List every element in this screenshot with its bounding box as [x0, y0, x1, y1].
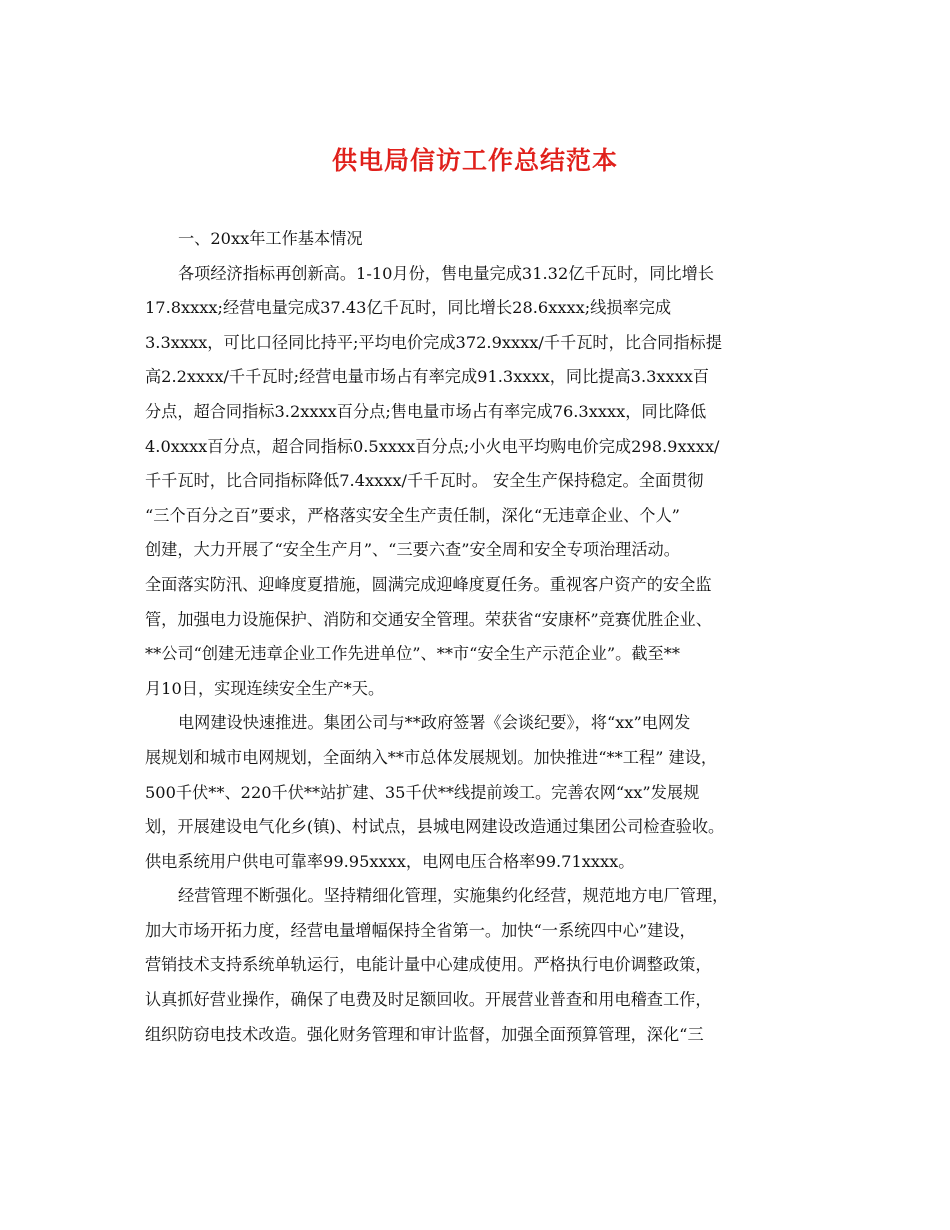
- text-line: 管，加强电力设施保护、消防和交通安全管理。荣获省“安康杯”竞赛优胜企业、: [145, 609, 712, 629]
- text-line: 一、20xx年工作基本情况: [178, 229, 363, 248]
- text-line: 分点，超合同指标3.2xxxx百分点;售电量市场占有率完成76.3xxxx，同比降低: [145, 401, 707, 421]
- text-line: 创建，大力开展了“安全生产月”、“三要六查”安全周和安全专项治理活动。: [145, 540, 680, 560]
- document-body: [145, 222, 805, 1052]
- text-line: 4.0xxxx百分点，超合同指标0.5xxxx百分点;小火电平均购电价完成298.9xxxx/: [145, 436, 720, 456]
- text-line: 电网建设快速推进。集团公司与**政府签署《会谈纪要》，将“xx”电网发: [178, 713, 691, 733]
- text-line: 3.3xxxx，可比口径同比持平;平均电价完成372.9xxxx/千千瓦时，比合同指标提: [145, 332, 722, 352]
- text-line: 展规划和城市电网规划，全面纳入**市总体发展规划。加快推进“**工程” 建设，: [145, 747, 718, 767]
- text-line: 认真抓好营业操作，确保了电费及时足额回收。开展营业普查和用电稽查工作，: [145, 990, 712, 1010]
- text-line: 划，开展建设电气化乡(镇)、村试点，县城电网建设改造通过集团公司检查验收。: [145, 817, 725, 837]
- text-line: 营销技术支持系统单轨运行，电能计量中心建成使用。严格执行电价调整政策，: [145, 955, 712, 975]
- text-line: 加大市场开拓力度，经营电量增幅保持全省第一。加快“一系统四中心”建设，: [145, 920, 696, 940]
- text-line: “三个百分之百”要求，严格落实安全生产责任制，深化“无违章企业、个人”: [145, 505, 680, 525]
- text-line: 千千瓦时，比合同指标降低7.4xxxx/千千瓦时。 安全生产保持稳定。全面贯彻: [145, 471, 704, 491]
- text-line: 全面落实防汛、迎峰度夏措施，圆满完成迎峰度夏任务。重视客户资产的安全监: [145, 574, 712, 594]
- text-line: 高2.2xxxx/千千瓦时;经营电量市场占有率完成91.3xxxx，同比提高3.3xxxx百: [145, 367, 710, 387]
- text-line: **公司“创建无违章企业工作先进单位”、**市“安全生产示范企业”。截至**: [145, 644, 680, 664]
- text-line: 月10日，实现连续安全生产*天。: [145, 678, 385, 698]
- text-line: 各项经济指标再创新高。1-10月份，售电量完成31.32亿千瓦时，同比增长: [178, 263, 714, 283]
- document-title: 供电局信访工作总结范本: [331, 146, 618, 175]
- text-line: 经营管理不断强化。坚持精细化管理，实施集约化经营，规范地方电厂管理，: [178, 886, 729, 906]
- text-line: 500千伏**、220千伏**站扩建、35千伏**线提前竣工。完善农网“xx”发展规: [145, 782, 700, 802]
- text-line: 17.8xxxx;经营电量完成37.43亿千瓦时，同比增长28.6xxxx;线损率完成: [145, 298, 672, 318]
- text-line: 供电系统用户供电可靠率99.95xxxx，电网电压合格率99.71xxxx。: [145, 851, 635, 871]
- text-line: 组织防窃电技术改造。强化财务管理和审计监督，加强全面预算管理，深化“三: [145, 1024, 704, 1044]
